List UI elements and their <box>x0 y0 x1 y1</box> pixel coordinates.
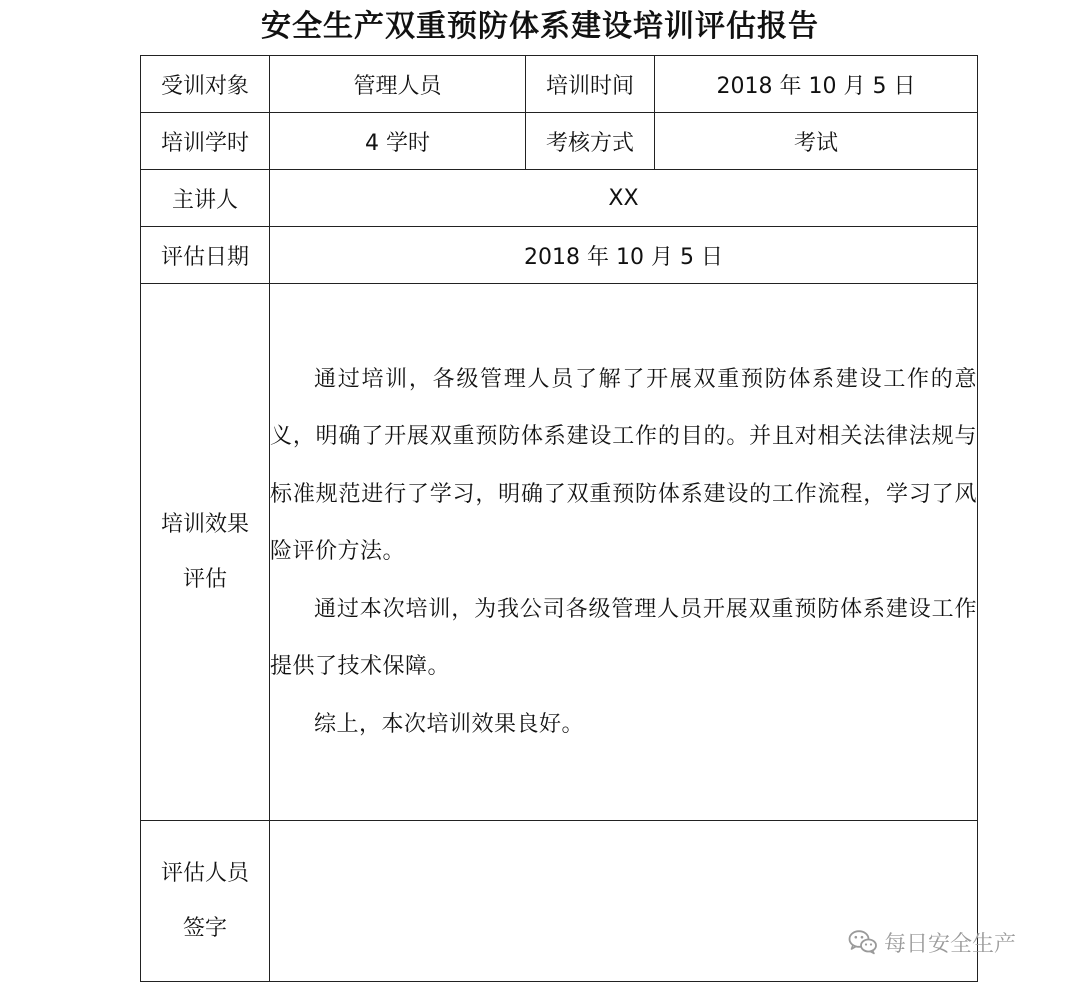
effect-label-line2: 评估 <box>182 567 227 592</box>
watermark-text: 每日安全生产 <box>884 931 1017 957</box>
document-title: 安全生产双重预防体系建设培训评估报告 <box>261 9 819 44</box>
effect-paragraph: 通过培训，各级管理人员了解了开展双重预防体系建设工作的意义，明确了开展双重预防体系建设工作的目的。并且对相关法律法规与标准规范进行了学习，明确了双重预防体系建设的工作流程，学习了风险评价方法。 <box>270 366 977 565</box>
hours-label: 培训学时 <box>141 113 270 170</box>
table-row-effect <box>141 284 978 821</box>
signature-field <box>270 821 978 982</box>
lecturer-value: XX <box>270 170 978 227</box>
trainee-label: 受训对象 <box>141 56 270 113</box>
effect-paragraph: 综上，本次培训效果良好。 <box>314 711 585 737</box>
effect-content <box>270 284 978 821</box>
table-row-signature <box>141 821 978 982</box>
table-row-eval-date <box>141 227 978 284</box>
table-row-lecturer <box>141 170 978 227</box>
signature-label <box>141 821 270 982</box>
lecturer-label: 主讲人 <box>141 170 270 227</box>
training-time-label: 培训时间 <box>526 56 655 113</box>
signature-label-line2: 签字 <box>182 916 227 941</box>
effect-label <box>141 284 270 821</box>
eval-date-label: 评估日期 <box>141 227 270 284</box>
evaluation-table <box>140 55 978 982</box>
signature-label-line1: 评估人员 <box>160 861 249 886</box>
effect-label-line1: 培训效果 <box>160 512 249 537</box>
wechat-icon <box>848 929 878 955</box>
effect-paragraph: 通过本次培训，为我公司各级管理人员开展双重预防体系建设工作提供了技术保障。 <box>270 596 977 680</box>
table-row-hours <box>141 113 978 170</box>
assessment-value: 考试 <box>655 113 978 170</box>
assessment-label: 考核方式 <box>526 113 655 170</box>
eval-date-value: 2018 年 10 月 5 日 <box>270 227 978 284</box>
training-time-value: 2018 年 10 月 5 日 <box>655 56 978 113</box>
watermark <box>848 928 1016 956</box>
trainee-value: 管理人员 <box>270 56 526 113</box>
table-row-trainee <box>141 56 978 113</box>
hours-value: 4 学时 <box>270 113 526 170</box>
